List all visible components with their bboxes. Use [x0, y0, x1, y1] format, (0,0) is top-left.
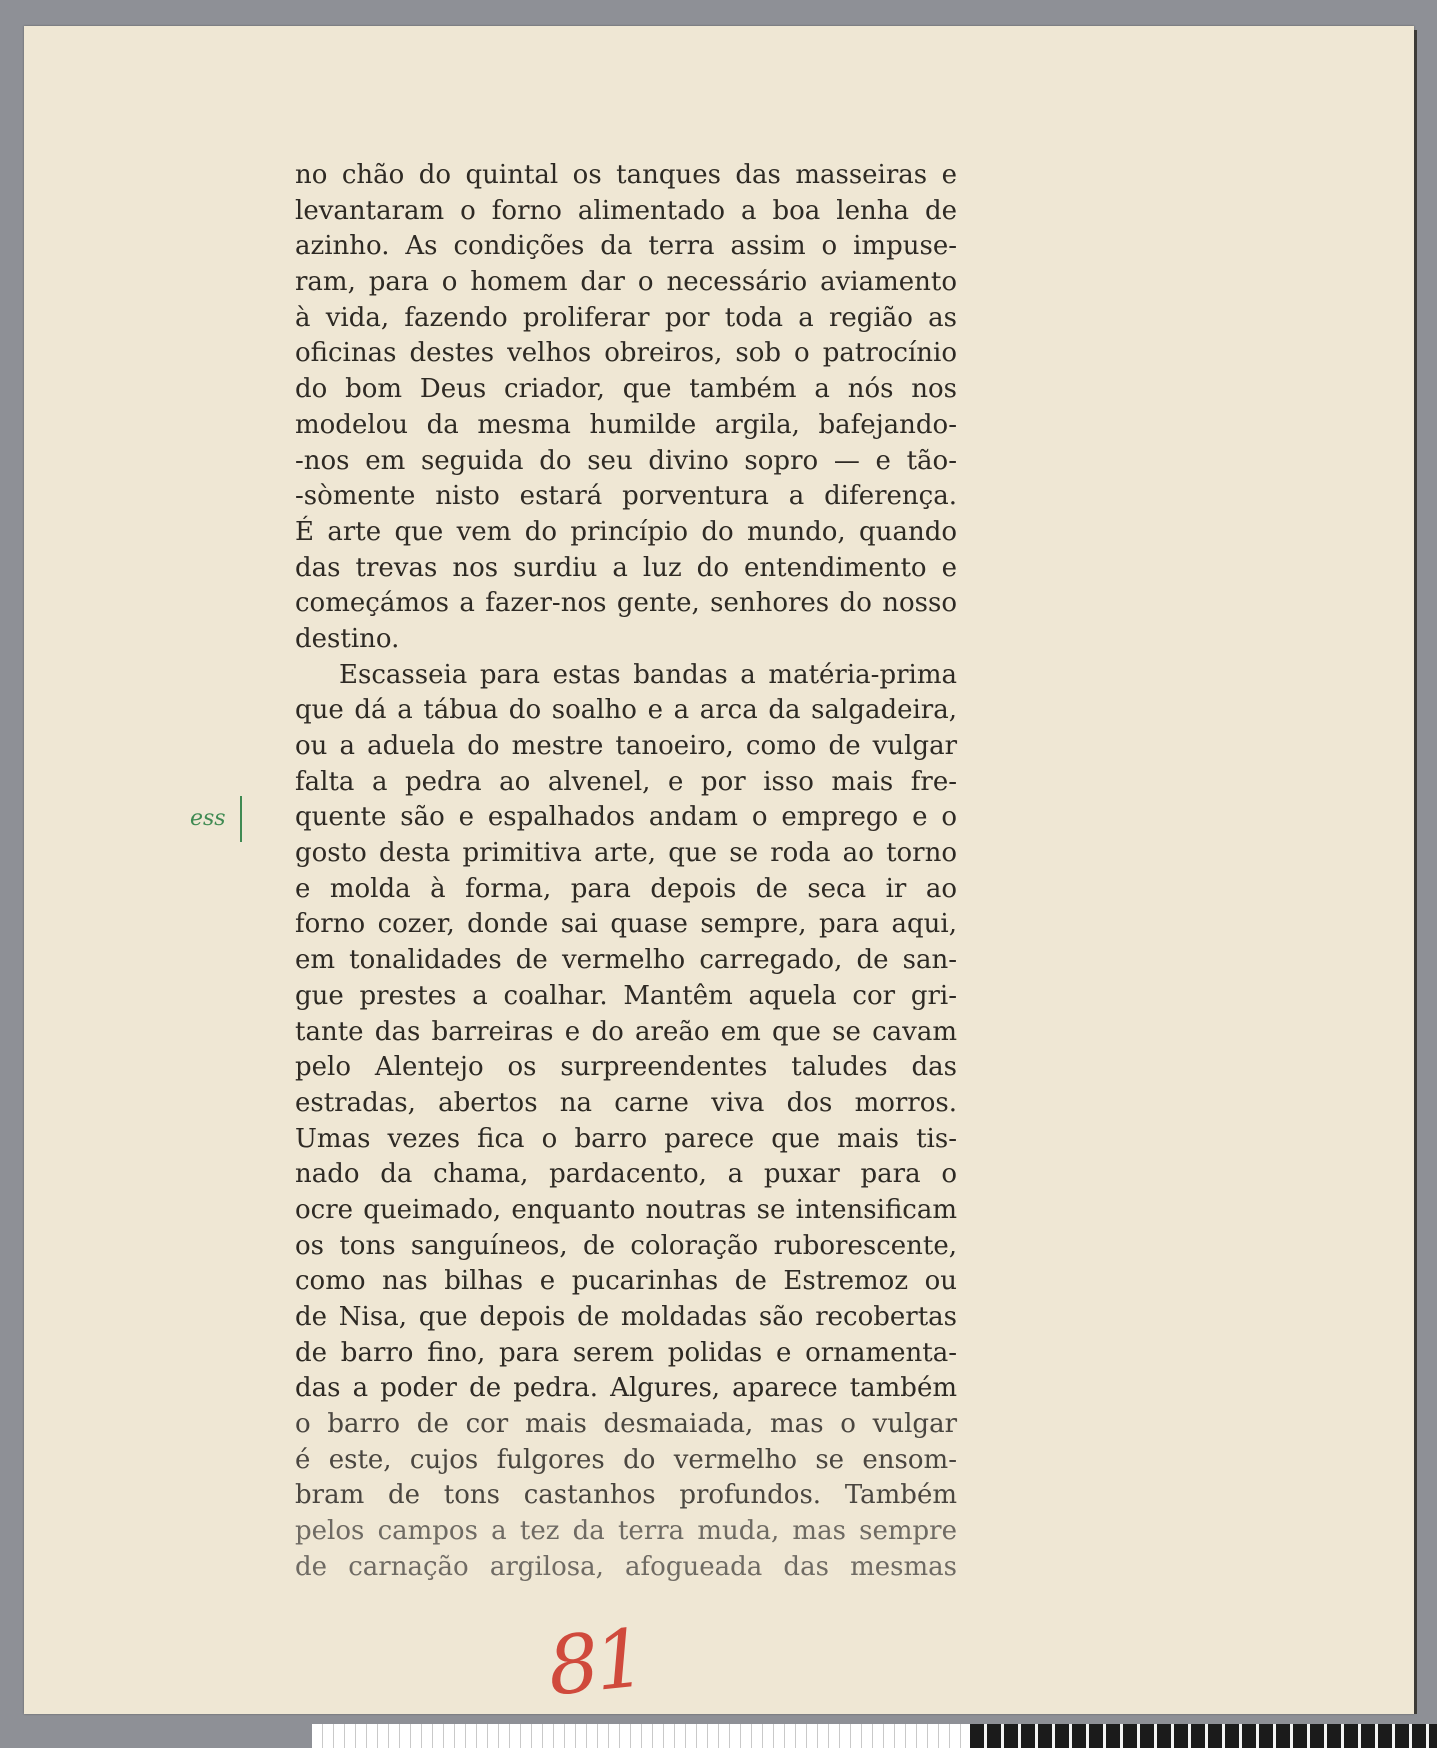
text-line: gosto desta primitiva arte, que se roda ao torno	[295, 838, 957, 869]
text-line: pelos campos a tez da terra muda, mas sempre	[295, 1516, 957, 1547]
text-line: falta a pedra ao alvenel, e por isso mais fre-	[295, 766, 957, 797]
text-line: Umas vezes fica o barro parece que mais tis-	[295, 1123, 957, 1154]
text-line: bram de tons castanhos profundos. Também	[295, 1480, 957, 1511]
handwritten-page-number: 81	[543, 1611, 647, 1714]
text-line: pelo Alentejo os surpreendentes taludes das	[295, 1052, 957, 1083]
text-line: em tonalidades de vermelho carregado, de san-	[295, 945, 957, 976]
text-line: e molda à forma, para depois de seca ir ao	[295, 873, 957, 904]
text-line: Escasseia para estas bandas a matéria-prima	[339, 659, 957, 690]
text-line: ou a aduela do mestre tanoeiro, como de vulgar	[295, 731, 957, 761]
text-line: das a poder de pedra. Algures, aparece também	[295, 1373, 957, 1404]
text-line: quente são e espalhados andam o emprego e o	[295, 802, 957, 833]
text-line: destino.	[295, 623, 400, 654]
text-line: -nos em seguida do seu divino sopro — e tão-	[295, 445, 957, 476]
text-line: É arte que vem do princípio do mundo, quando	[295, 516, 957, 547]
text-line: que dá a tábua do soalho e a arca da salgadeira,	[295, 695, 957, 726]
text-line: de carnação argilosa, afogueada das mesmas	[295, 1551, 957, 1582]
scale-ruler-dark-segment	[970, 1724, 1437, 1748]
text-line: ocre queimado, enquanto noutras se intensificam	[295, 1194, 957, 1225]
text-line: o barro de cor mais desmaiada, mas o vulgar	[295, 1409, 957, 1440]
margin-annotation: ess	[190, 806, 226, 831]
text-line: forno cozer, donde sai quase sempre, para aqui,	[295, 909, 957, 940]
text-line: -sòmente nisto estará porventura a diferença.	[295, 481, 957, 512]
text-line: no chão do quintal os tanques das masseiras e	[295, 160, 957, 190]
text-line: estradas, abertos na carne viva dos morros.	[295, 1087, 957, 1118]
text-line: à vida, fazendo proliferar por toda a região as	[295, 302, 957, 333]
text-line: das trevas nos surdiu a luz do entendimento e	[295, 552, 957, 583]
text-line: tante das barreiras e do areão em que se cavam	[295, 1016, 957, 1047]
text-line: gue prestes a coalhar. Mantêm aquela cor gri-	[295, 980, 957, 1011]
page-edge	[1414, 30, 1417, 1714]
text-line: ram, para o homem dar o necessário aviamento	[295, 267, 957, 298]
text-line: de Nisa, que depois de moldadas são recobertas	[295, 1302, 957, 1332]
text-line: do bom Deus criador, que também a nós nos	[295, 374, 957, 405]
margin-annotation-bar	[240, 796, 242, 842]
text-line: como nas bilhas e pucarinhas de Estremoz ou	[295, 1266, 957, 1297]
text-line: começámos a fazer-nos gente, senhores do nosso	[295, 588, 957, 619]
text-line: de barro fino, para serem polidas e ornamenta-	[295, 1337, 957, 1368]
text-line: levantaram o forno alimentado a boa lenha de	[295, 195, 957, 226]
text-line: nado da chama, pardacento, a puxar para o	[295, 1159, 957, 1190]
text-line: os tons sanguíneos, de coloração ruborescente,	[295, 1230, 957, 1261]
text-line: azinho. As condições da terra assim o impuse-	[295, 231, 957, 262]
text-line: é este, cujos fulgores do vermelho se ensom-	[295, 1444, 957, 1475]
text-line: modelou da mesma humilde argila, bafejando-	[295, 409, 957, 440]
text-line: oficinas destes velhos obreiros, sob o patrocínio	[295, 338, 957, 369]
body-text	[295, 158, 957, 1586]
